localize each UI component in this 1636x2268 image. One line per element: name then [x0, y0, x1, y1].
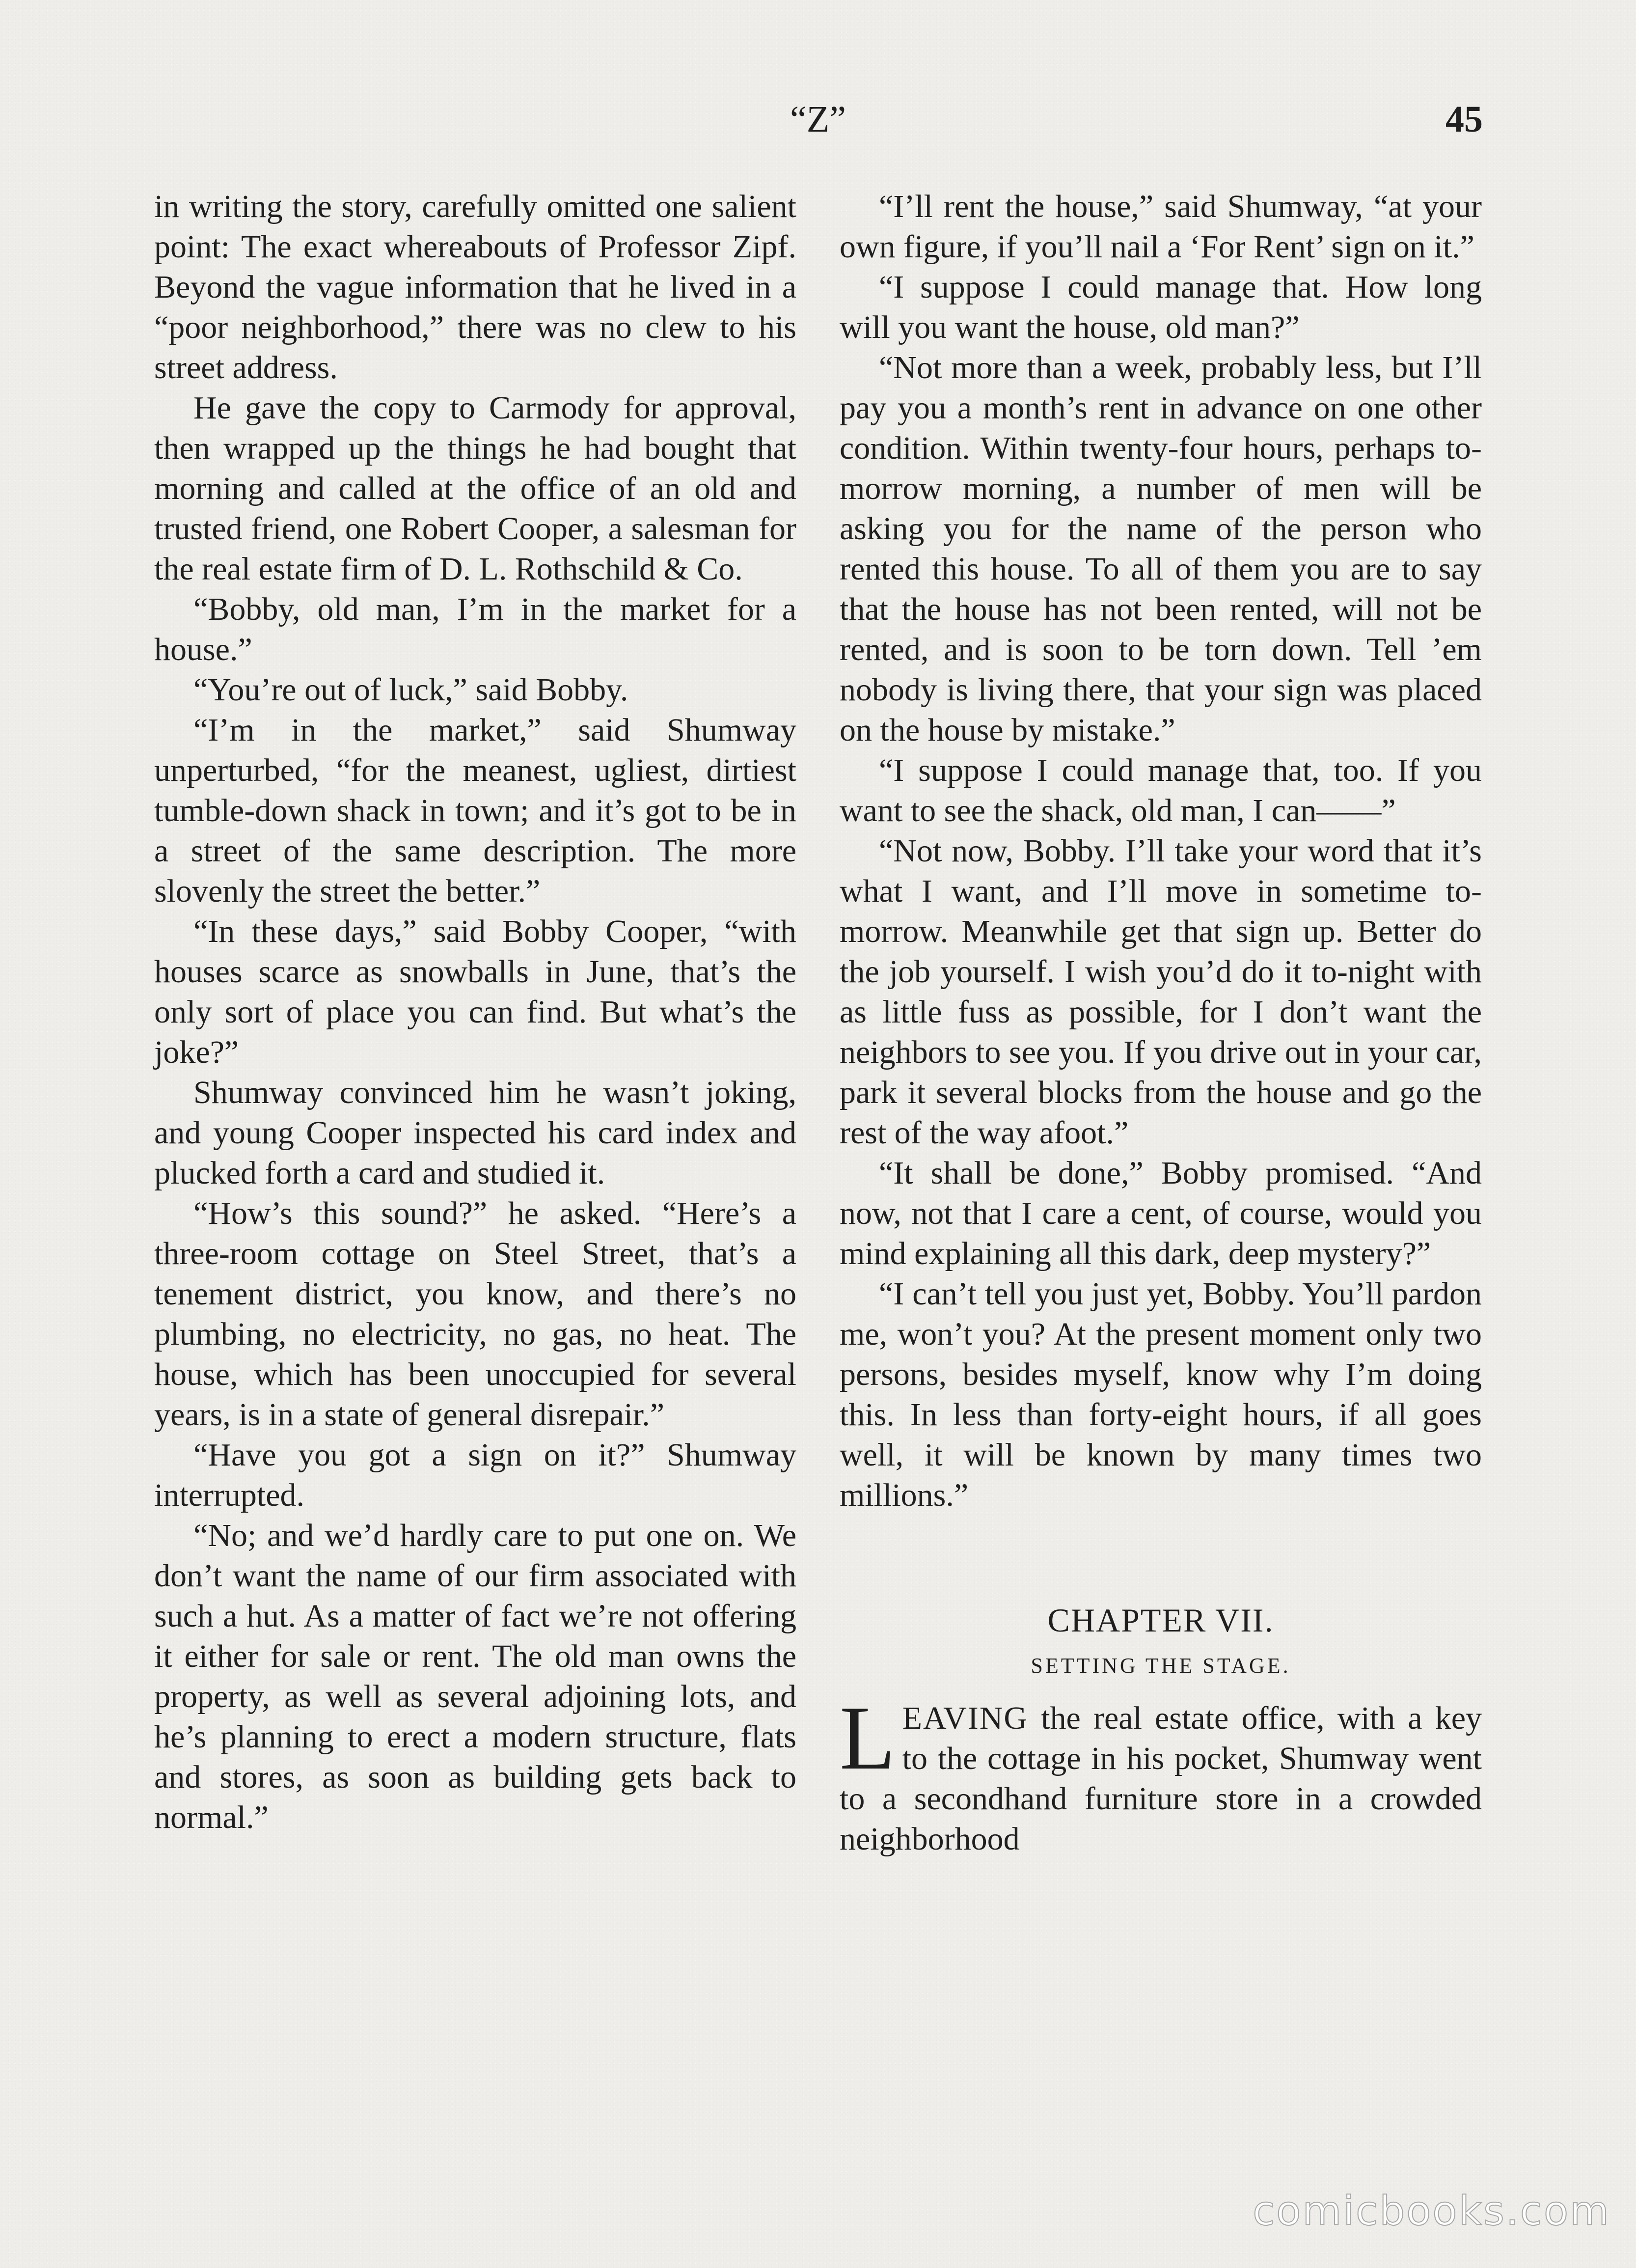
- paragraph: “Bobby, old man, I’m in the market for a house.”: [154, 591, 796, 667]
- running-header-title: “Z”: [790, 99, 846, 140]
- paragraph: “No; and we’d hardly care to put one on. We don’t want the name of our firm associated with such a hut. As a matter of fact we’re not offering it either for sale or rent. The old man owns the property, as well as several adjoining lots, and he’s planning to erect a modern structure, flats and stores, as soon as building gets back to normal.”: [154, 1518, 796, 1835]
- paragraph: “I suppose I could manage that, too. If you want to see the shack, old man, I can——”: [840, 752, 1482, 829]
- paragraph: “In these days,” said Bobby Cooper, “with houses scarce as snowballs in June, that’s the only sort of place you can find. But what’s the joke?”: [154, 913, 796, 1070]
- chapter-opening-text: the real estate office, with a key to the cottage in his pocket, Shumway went to a secondhand furniture store in a crowded neighborhood: [840, 1700, 1482, 1857]
- paragraph: “Not now, Bobby. I’ll take your word that it’s what I want, and I’ll move in sometime to-morrow. Meanwhile get that sign up. Better do the job yourself. I wish you’d do it to-night with as little fuss as possible, for I don’t want the neighbors to see you. If you drive out in your car, park it several blocks from the house and go the rest of the way afoot.”: [840, 833, 1482, 1151]
- chapter-opening-paragraph: [840, 1687, 1482, 1859]
- right-text-column: [840, 187, 1482, 1859]
- paragraph: in writing the story, carefully omitted one salient point: The exact whereabouts of Professor Zipf. Beyond the vague information that he lived in a “poor neighborhood,” there was no clew to his street address.: [154, 189, 796, 386]
- left-text-column: [154, 187, 796, 1838]
- paragraph: Shumway convinced him he wasn’t joking, and young Cooper inspected his card index and plucked forth a card and studied it.: [154, 1075, 796, 1191]
- paragraph: “I’ll rent the house,” said Shumway, “at your own figure, if you’ll nail a ‘For Rent’ sign on it.”: [840, 189, 1482, 265]
- paragraph: “Have you got a sign on it?” Shumway interrupted.: [154, 1437, 796, 1513]
- page-number: 45: [1445, 99, 1483, 140]
- chapter-heading: CHAPTER VII.: [1047, 1602, 1274, 1639]
- paragraph: “It shall be done,” Bobby promised. “And now, not that I care a cent, of course, would you mind explaining all this dark, deep mystery?”: [840, 1155, 1482, 1272]
- paragraph: “You’re out of luck,” said Bobby.: [193, 672, 628, 708]
- chapter-lead-word: EAVING: [902, 1700, 1029, 1736]
- drop-cap: L: [840, 1687, 896, 1789]
- paragraph: “Not more than a week, probably less, but I’ll pay you a month’s rent in advance on one other condition. Within twenty-four hours, perhaps to-morrow morning, a number of men will be asking you for the name of the person who rented this house. To all of them you are to say that the house has not been rented, will not be rented, and is soon to be torn down. Tell ’em nobody is living there, that your sign was placed on the house by mistake.”: [840, 350, 1482, 748]
- paragraph: “I’m in the market,” said Shumway unperturbed, “for the meanest, ugliest, dirtiest tumble-down shack in town; and it’s got to be in a street of the same description. The more slovenly the street the better.”: [154, 712, 796, 909]
- paragraph: “How’s this sound?” he asked. “Here’s a three-room cottage on Steel Street, that’s a tenement district, you know, and there’s no plumbing, no electricity, no gas, no heat. The house, which has been unoccupied for several years, is in a state of general disrepair.”: [154, 1195, 796, 1433]
- chapter-subtitle: SETTING THE STAGE.: [1031, 1654, 1291, 1678]
- paragraph: He gave the copy to Carmody for approval, then wrapped up the things he had bought that morning and called at the office of an old and trusted friend, one Robert Cooper, a salesman for the real estate firm of D. L. Rothschild & Co.: [154, 390, 796, 587]
- watermark: comicbooks.com: [1253, 2188, 1610, 2235]
- paragraph: “I suppose I could manage that. How long will you want the house, old man?”: [840, 269, 1482, 345]
- paragraph: “I can’t tell you just yet, Bobby. You’ll pardon me, won’t you? At the present moment only two persons, besides myself, know why I’m doing this. In less than forty-eight hours, if all goes well, it will be known by many times two millions.”: [840, 1276, 1482, 1513]
